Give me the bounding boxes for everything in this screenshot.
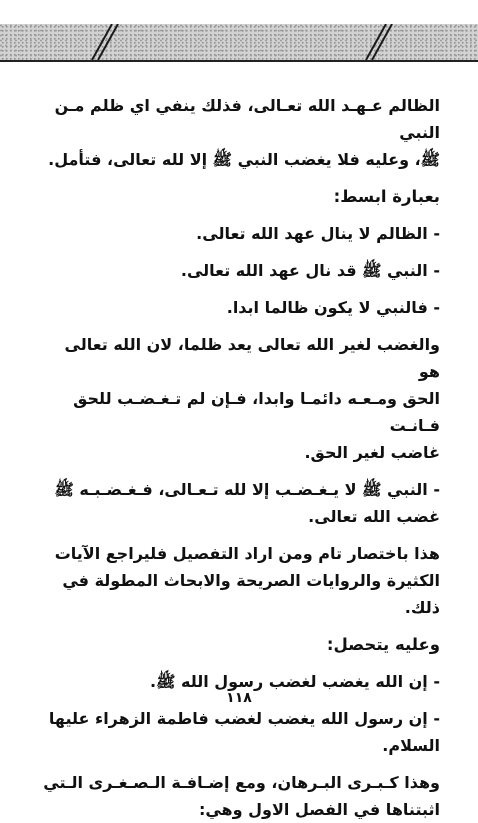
list-item-4-cont: غضب الله تعالى. (308, 507, 440, 526)
paragraph-line-3: والغضب لغير الله تعالى يعد ظلما، لان الله تعالى هو (64, 335, 440, 381)
paragraph-line-9: اثبتناها في الفصل الاول وهي: (198, 800, 440, 819)
header-rule (0, 60, 478, 62)
header-decorative-band (0, 24, 478, 60)
header-slash-ornament (0, 24, 478, 60)
paragraph-line-4: الحق ومـعـه دائمـا وابدا، فـإن لم تـغـضـب للحق فـانـت (73, 389, 440, 435)
section-heading-conclusion: وعليه يتحصل: (326, 635, 440, 654)
list-item-1: - الظالم لا ينال عهد الله تعالى. (196, 224, 440, 243)
paragraph-line-5: غاضب لغير الحق. (304, 443, 440, 462)
page-body (38, 92, 440, 823)
paragraph-line-7: الكثيرة والروايات الصريحة والابحاث المطولة في ذلك. (62, 571, 440, 617)
section-heading-simpler: بعبارة ابسط: (333, 187, 440, 206)
paragraph-line-8: وهذا كـبـرى البـرهان، ومع إضـافـة الـصـغـرى الـتي (43, 773, 440, 792)
list-item-2: - النبي ﷺ قد نال عهد الله تعالى. (180, 261, 440, 280)
list-item-5: - إن الله يغضب لغضب رسول الله ﷺ. (150, 672, 440, 691)
list-item-6: - إن رسول الله يغضب لغضب فاطمة الزهراء عليها السلام. (48, 709, 440, 755)
paragraph-line-6: هذا باختصار تام ومن اراد التفصيل فليراجع الآيات (54, 544, 440, 563)
paragraph-line-2: ﷺ، وعليه فلا يغضب النبي ﷺ إلا لله تعالى، فتأمل. (48, 150, 440, 169)
page-number: ١١٨ (226, 690, 252, 706)
list-item-4: - النبي ﷺ لا يـغـضـب إلا لله تـعـالى، فـغـضـبـه ﷺ (54, 480, 440, 499)
list-item-3: - فالنبي لا يكون ظالما ابدا. (226, 298, 440, 317)
paragraph-line-1: الظالم عـهـد الله تعـالى، فذلك ينفي اي ظلم مـن النبي (54, 96, 440, 142)
